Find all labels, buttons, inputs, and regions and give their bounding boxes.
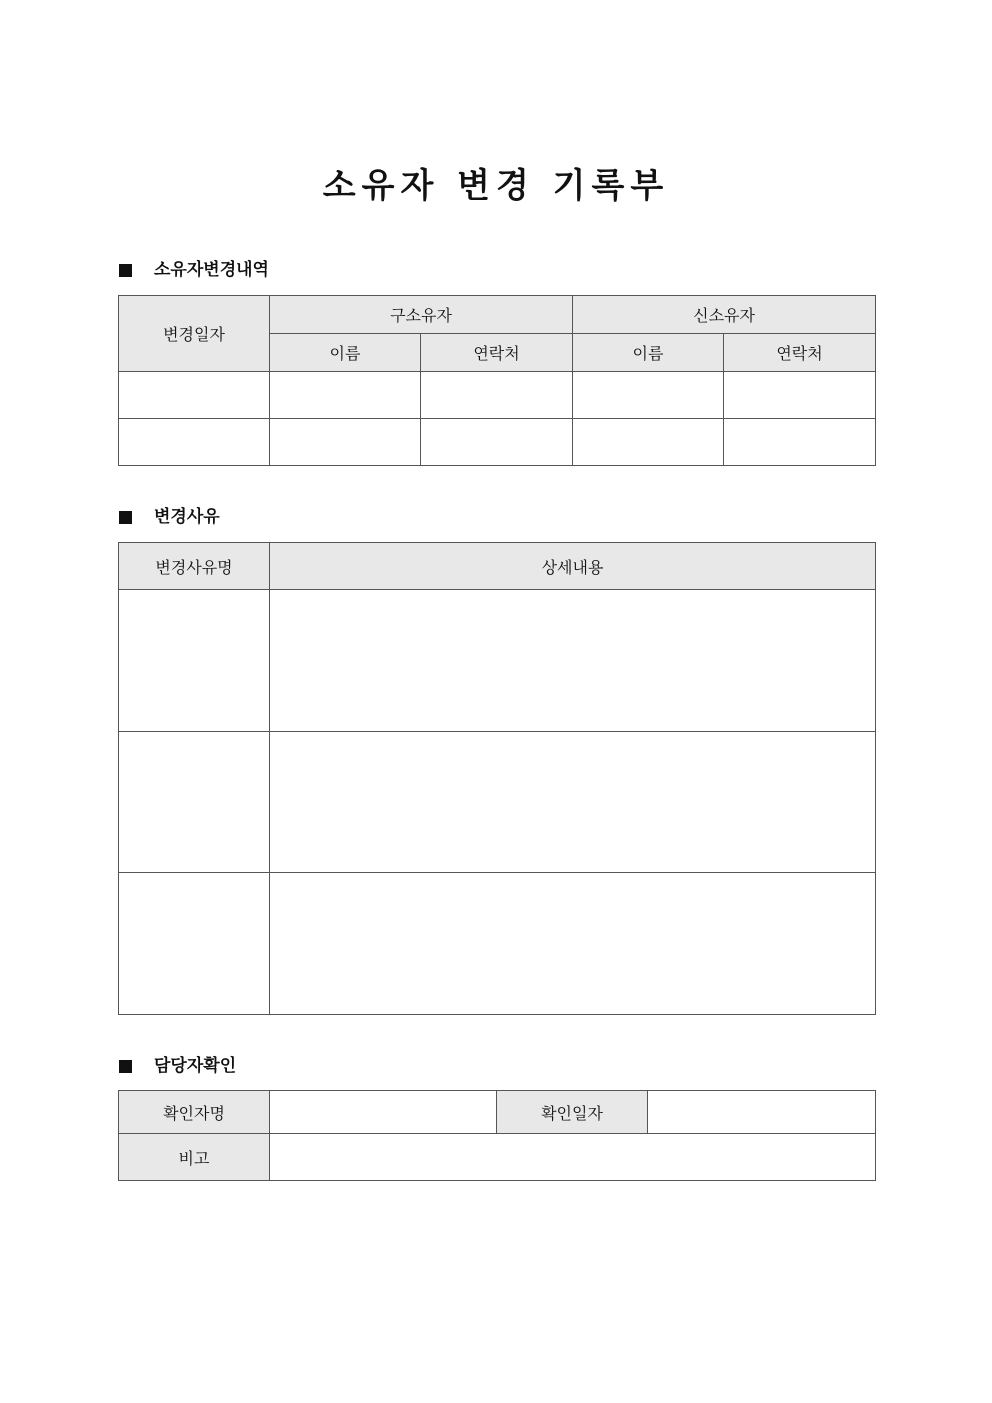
table-row <box>119 732 876 873</box>
header-new-owner: 신소유자 <box>573 296 876 334</box>
manager-confirmation-table <box>118 1090 876 1181</box>
change-reason-table <box>118 542 876 1015</box>
confirm-date-label: 확인일자 <box>497 1091 648 1134</box>
square-bullet-icon <box>119 264 132 277</box>
header-previous-owner-name: 이름 <box>270 334 421 372</box>
table-row <box>119 419 876 466</box>
section-heading-label: 변경사유 <box>154 507 220 527</box>
confirm-date-cell[interactable] <box>648 1091 876 1134</box>
section-heading-label: 소유자변경내역 <box>154 260 269 280</box>
section-heading-reason <box>119 505 220 529</box>
previous-owner-name-cell[interactable] <box>270 419 421 466</box>
ownership-history-table <box>118 295 876 466</box>
new-owner-name-cell[interactable] <box>573 419 724 466</box>
reason-name-cell[interactable] <box>119 732 270 873</box>
confirmer-name-cell[interactable] <box>270 1091 497 1134</box>
header-previous-owner: 구소유자 <box>270 296 573 334</box>
header-change-date: 변경일자 <box>119 296 270 372</box>
section-heading-confirm <box>119 1054 236 1078</box>
page-title: 소유자 변경 기록부 <box>322 166 670 206</box>
reason-detail-cell[interactable] <box>270 873 876 1015</box>
new-owner-name-cell[interactable] <box>573 372 724 419</box>
remarks-label: 비고 <box>119 1134 270 1181</box>
previous-owner-contact-cell[interactable] <box>421 372 573 419</box>
table-row <box>119 873 876 1015</box>
section-heading-history <box>119 258 269 282</box>
reason-detail-cell[interactable] <box>270 590 876 732</box>
reason-name-cell[interactable] <box>119 590 270 732</box>
header-previous-owner-contact: 연락처 <box>421 334 573 372</box>
change-date-cell[interactable] <box>119 419 270 466</box>
square-bullet-icon <box>119 1060 132 1073</box>
reason-name-cell[interactable] <box>119 873 270 1015</box>
previous-owner-name-cell[interactable] <box>270 372 421 419</box>
new-owner-contact-cell[interactable] <box>724 419 876 466</box>
section-heading-label: 담당자확인 <box>154 1056 237 1076</box>
header-new-owner-contact: 연락처 <box>724 334 876 372</box>
new-owner-contact-cell[interactable] <box>724 372 876 419</box>
header-new-owner-name: 이름 <box>573 334 724 372</box>
previous-owner-contact-cell[interactable] <box>421 419 573 466</box>
change-date-cell[interactable] <box>119 372 270 419</box>
header-reason-name: 변경사유명 <box>119 543 270 590</box>
table-row <box>119 372 876 419</box>
table-row <box>119 590 876 732</box>
header-reason-detail: 상세내용 <box>270 543 876 590</box>
remarks-cell[interactable] <box>270 1134 876 1181</box>
confirmer-name-label: 확인자명 <box>119 1091 270 1134</box>
reason-detail-cell[interactable] <box>270 732 876 873</box>
square-bullet-icon <box>119 511 132 524</box>
